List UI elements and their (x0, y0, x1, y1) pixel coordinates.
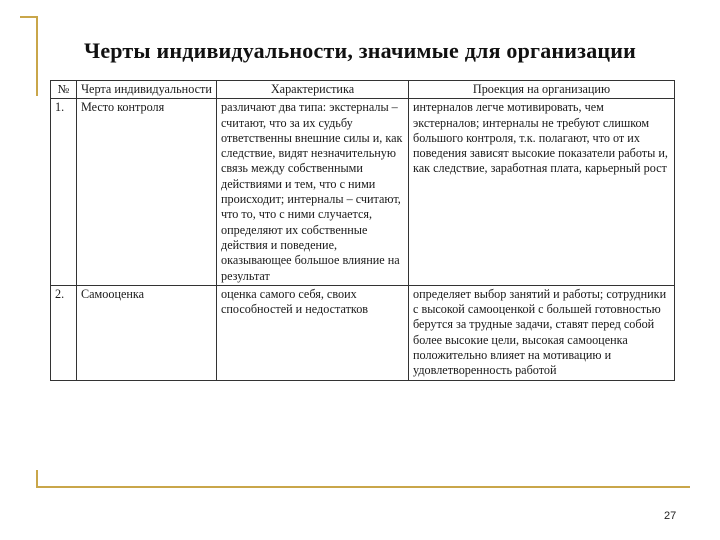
page-number: 27 (664, 510, 677, 522)
table-row (51, 285, 675, 380)
row-number: 1. (51, 99, 77, 286)
row-projection: определяет выбор занятий и работы; сотрудники с высокой самооценкой с большей готовностью берутся за трудные задачи, ставят перед собой более высокие цели, высокая самооценка положительно влияет на мотивацию и удовлетворенность работой (409, 285, 675, 380)
row-projection: интерналов легче мотивировать, чем экстерналов; интерналы не требуют слишком большого контроля, т.к. полагают, что от их поведения зависят высокие показатели работы и, как следствие, заработная плата, карьерный рост (409, 99, 675, 286)
table-header-row (51, 81, 675, 99)
table-row (51, 99, 675, 286)
traits-table (50, 80, 675, 381)
slide-title: Черты индивидуальности, значимые для организации (83, 38, 637, 63)
row-characteristic: различают два типа: экстерналы – считают, что за их судьбу ответственны внешние силы и, как следствие, видят незначительную связь между собственными действиями и тем, что с ними происходит; интерналы – считают, что то, что с ними случается, определяют их собственные действия и поведение, оказывающее большое влияние на результат (217, 99, 409, 286)
bottom-rule (36, 486, 690, 488)
header-characteristic: Характеристика (217, 81, 409, 99)
row-number: 2. (51, 285, 77, 380)
row-trait: Самооценка (77, 285, 217, 380)
header-projection: Проекция на организацию (409, 81, 675, 99)
row-characteristic: оценка самого себя, своих способностей и недостатков (217, 285, 409, 380)
header-num: № (51, 81, 77, 99)
header-trait: Черта индивидуальности (77, 81, 217, 99)
row-trait: Место контроля (77, 99, 217, 286)
